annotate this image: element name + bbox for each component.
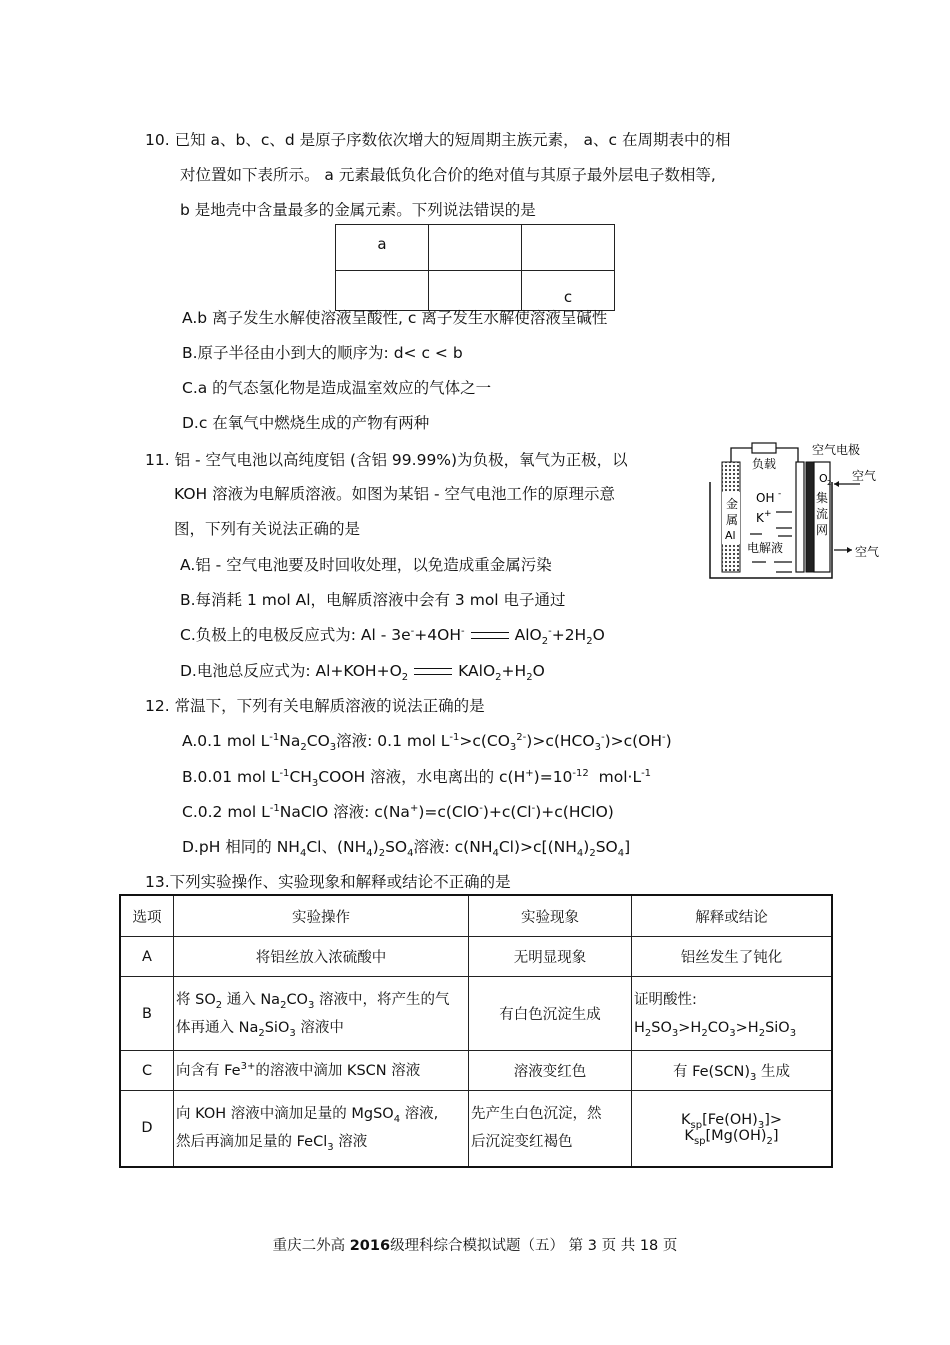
- svg-text:-: -: [778, 489, 782, 499]
- row-c-conclusion: 有 $Fe(SCN)_3$ 生成: [632, 1051, 833, 1091]
- cell-c: c: [522, 271, 615, 311]
- q10-option-b: B.原子半径由小到大的顺序为: d< c < b: [182, 344, 463, 362]
- collector-plate: [806, 462, 814, 572]
- svg-text:2: 2: [827, 479, 832, 487]
- row-d-option: D: [120, 1091, 174, 1167]
- row-d-operation: 向 KOH 溶液中滴加足量的 MgSO$_4$ 溶液, 然后再滴加足量的 FeCl$_3$ 溶液: [174, 1091, 469, 1167]
- row-d-conclusion: $K_{sp}[Fe(OH)_3]> K_{sp}[Mg(OH)_2]$: [632, 1091, 833, 1167]
- q10-line2: 对位置如下表所示。 a 元素最低负化合价的绝对值与其原子最外层电子数相等,: [180, 166, 716, 184]
- al-air-battery-diagram: [700, 440, 880, 580]
- q10-option-d: D.c 在氧气中燃烧生成的产物有两种: [182, 414, 430, 432]
- row-a-operation: 将铝丝放入浓硫酸中: [174, 937, 469, 977]
- header-option: 选项: [120, 895, 174, 937]
- q10-option-a: A.b 离子发生水解使溶液呈酸性, c 离子发生水解使溶液呈碱性: [182, 309, 608, 327]
- header-operation: 实验操作: [174, 895, 469, 937]
- header-phenomenon: 实验现象: [469, 895, 632, 937]
- row-a-conclusion: 铝丝发生了钝化: [632, 937, 833, 977]
- header-conclusion: 解释或结论: [632, 895, 833, 937]
- q11-option-c: C.负极上的电极反应式为: Al - 3e-+4OH- $AlO_2^-+2H_2O$: [180, 625, 605, 648]
- q12-option-c: C.0.2 mol $L^{-1}NaClO$ 溶液: c(Na+)=c(ClO-)+c(Cl-)+c(HClO): [182, 802, 614, 821]
- page-footer: 重庆二外高 2016级理科综合模拟试题（五） 第 3 页 共 18 页: [272, 1238, 678, 1254]
- equals-sign: [471, 632, 509, 639]
- cell-empty: [429, 225, 522, 271]
- metal-label-2: 属: [726, 513, 739, 527]
- q12-line1: 12. 常温下，下列有关电解质溶液的说法正确的是: [145, 697, 485, 715]
- row-a-phenomenon: 无明显现象: [469, 937, 632, 977]
- table-row: [120, 977, 832, 1051]
- q12-option-b: B.0.01 mol $L^{-1}CH_3COOH$ 溶液，水电离出的 $c(H^+)=10^{-12}$ $mol\cdot L^{-1}$: [182, 767, 652, 790]
- load-resistor: [752, 443, 776, 453]
- metal-label-1: 金: [726, 497, 739, 511]
- ion-oh: OH: [756, 491, 775, 505]
- air-in-label-1: 空气: [852, 469, 877, 483]
- load-label: 负载: [752, 457, 777, 471]
- q13-title: 13.下列实验操作、实验现象和解释或结论不正确的是: [145, 873, 511, 891]
- air-electrode-plate: [796, 462, 804, 572]
- q11-option-b: B.每消耗 1 mol Al，电解质溶液中会有 3 mol 电子通过: [180, 591, 566, 609]
- svg-text:+: +: [764, 509, 772, 519]
- row-b-option: B: [120, 977, 174, 1051]
- cell-a: a: [336, 225, 429, 271]
- collector-label-1: 集: [816, 491, 829, 505]
- q12-option-a: A.0.1 mol $L^{-1}Na_2CO_3$溶液: 0.1 mol $L^{-1}>c(CO_3^{2-})>c(HCO_3^-)>c(OH^-)$: [182, 731, 672, 754]
- q11-line2: KOH 溶液为电解质溶液。如图为某铝 - 空气电池工作的原理示意: [174, 485, 616, 503]
- row-b-phenomenon: 有白色沉淀生成: [469, 977, 632, 1051]
- cell-empty: [429, 271, 522, 311]
- q11-option-a: A.铝 - 空气电池要及时回收处理，以免造成重金属污染: [180, 556, 552, 574]
- row-c-operation: 向含有 $Fe^{3+}$的溶液中滴加 KSCN 溶液: [174, 1051, 469, 1091]
- q11-option-d: D.电池总反应式为: $Al+KOH+O_2$ $KAlO_2+H_2O$: [180, 662, 545, 684]
- air-electrode-label: 空气电极: [812, 443, 861, 457]
- q10-line1: 10. 已知 a、b、c、d 是原子序数依次增大的短周期主族元素， a、c 在周期表中的相: [145, 131, 731, 149]
- air-out-label: 空气: [855, 545, 880, 559]
- row-b-operation: 将 $SO_2$ 通入 $Na_2CO_3$ 溶液中，将产生的气 体再通入 $Na_2SiO_3$ 溶液中: [174, 977, 469, 1051]
- ion-k: K: [756, 511, 764, 525]
- electrolyte-label: 电解液: [747, 541, 784, 555]
- row-b-conclusion: 证明酸性: $H_2SO_3>H_2CO_3>H_2SiO_3$: [632, 977, 833, 1051]
- q12-option-d: D.pH 相同的 $NH_4Cl$、$(NH_4)_2SO_4$溶液: $c(NH_4Cl)>c[(NH_4)_2SO_4]$: [182, 838, 631, 860]
- q10-line3: b 是地壳中含量最多的金属元素。下列说法错误的是: [180, 201, 536, 219]
- o2-label: O: [819, 472, 828, 485]
- q11-line3: 图，下列有关说法正确的是: [174, 520, 361, 538]
- table-row: [120, 1091, 832, 1167]
- cell-empty: [336, 271, 429, 311]
- table-header-row: [120, 895, 832, 937]
- cell-empty: [522, 225, 615, 271]
- collector-label-3: 网: [816, 523, 829, 537]
- row-a-option: A: [120, 937, 174, 977]
- q11-line1: 11. 铝 - 空气电池以高纯度铝 (含铝 99.99%)为负极，氧气为正极，以: [145, 451, 628, 469]
- experiment-table: [119, 894, 833, 1168]
- collector-label-2: 流: [816, 507, 829, 521]
- equals-sign: [414, 668, 452, 675]
- table-row: [120, 1051, 832, 1091]
- row-c-option: C: [120, 1051, 174, 1091]
- q10-option-c: C.a 的气态氢化物是造成温室效应的气体之一: [182, 379, 492, 397]
- periodic-position-table: [335, 224, 615, 311]
- table-row: [120, 937, 832, 977]
- metal-label-3: Al: [725, 529, 736, 542]
- row-c-phenomenon: 溶液变红色: [469, 1051, 632, 1091]
- row-d-phenomenon: 先产生白色沉淀，然 后沉淀变红褐色: [469, 1091, 632, 1167]
